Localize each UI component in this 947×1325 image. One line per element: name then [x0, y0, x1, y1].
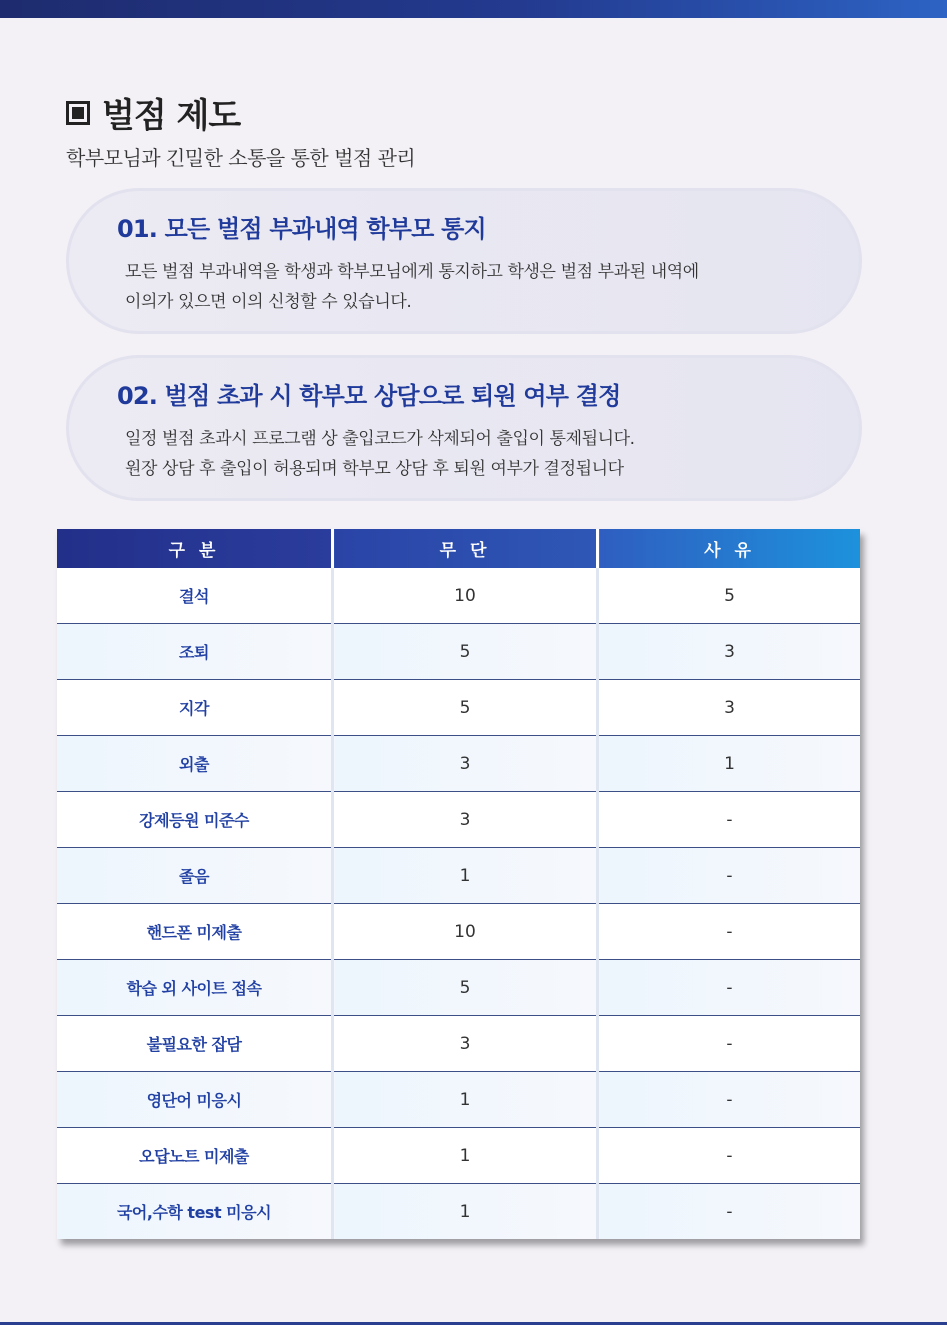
cell-excused: - [598, 904, 861, 960]
cell-unexcused: 1 [333, 1128, 598, 1184]
cell-unexcused: 10 [333, 904, 598, 960]
penalty-table-container [57, 529, 860, 1239]
cell-unexcused: 5 [333, 960, 598, 1016]
table-row [57, 904, 860, 960]
card-heading: 02. 벌점 초과 시 학부모 상담으로 퇴원 여부 결정 [117, 382, 621, 410]
info-card-notification [66, 188, 862, 334]
card-text-line: 이의가 있으면 이의 신청할 수 있습니다. [125, 292, 412, 312]
cell-unexcused: 1 [333, 848, 598, 904]
card-text-line: 모든 벌점 부과내역을 학생과 학부모님에게 통지하고 학생은 벌점 부과된 내역에 [125, 262, 699, 282]
cell-unexcused: 1 [333, 1072, 598, 1128]
page-subtitle: 학부모님과 긴밀한 소통을 통한 벌점 관리 [66, 146, 416, 170]
cell-category: 학습 외 사이트 접속 [57, 960, 333, 1016]
cell-unexcused: 3 [333, 792, 598, 848]
cell-category: 지각 [57, 680, 333, 736]
square-bullet-icon [66, 101, 90, 125]
table-row [57, 568, 860, 624]
cell-excused: - [598, 792, 861, 848]
table-row [57, 960, 860, 1016]
cell-excused: - [598, 960, 861, 1016]
column-header-category: 구 분 [57, 529, 333, 568]
cell-category: 오답노트 미제출 [57, 1128, 333, 1184]
cell-excused: - [598, 848, 861, 904]
cell-unexcused: 5 [333, 680, 598, 736]
cell-category: 조퇴 [57, 624, 333, 680]
table-row [57, 1128, 860, 1184]
table-row [57, 624, 860, 680]
cell-unexcused: 3 [333, 1016, 598, 1072]
cell-excused: - [598, 1016, 861, 1072]
cell-category: 불필요한 잡담 [57, 1016, 333, 1072]
table-row [57, 792, 860, 848]
cell-unexcused: 10 [333, 568, 598, 624]
card-text-line: 일정 벌점 초과시 프로그램 상 출입코드가 삭제되어 출입이 통제됩니다. [125, 429, 635, 449]
info-card-consultation [66, 355, 862, 501]
cell-excused: 3 [598, 624, 861, 680]
cell-excused: 3 [598, 680, 861, 736]
cell-category: 국어,수학 test 미응시 [57, 1184, 333, 1240]
top-accent-bar [0, 0, 947, 18]
penalty-table [57, 529, 860, 1239]
card-text-line: 원장 상담 후 출입이 허용되며 학부모 상담 후 퇴원 여부가 결정됩니다 [125, 459, 624, 479]
column-header-excused: 사 유 [598, 529, 861, 568]
cell-category: 영단어 미응시 [57, 1072, 333, 1128]
cell-category: 결석 [57, 568, 333, 624]
table-row [57, 848, 860, 904]
cell-category: 외출 [57, 736, 333, 792]
cell-unexcused: 5 [333, 624, 598, 680]
table-row [57, 736, 860, 792]
cell-category: 졸음 [57, 848, 333, 904]
cell-unexcused: 3 [333, 736, 598, 792]
column-header-unexcused: 무 단 [333, 529, 598, 568]
table-row [57, 1184, 860, 1240]
page-title-text: 벌점 제도 [102, 96, 241, 136]
table-header-row [57, 529, 860, 568]
table-row [57, 1072, 860, 1128]
cell-unexcused: 1 [333, 1184, 598, 1240]
table-row [57, 1016, 860, 1072]
cell-excused: 5 [598, 568, 861, 624]
cell-category: 핸드폰 미제출 [57, 904, 333, 960]
table-row [57, 680, 860, 736]
cell-excused: - [598, 1072, 861, 1128]
cell-category: 강제등원 미준수 [57, 792, 333, 848]
cell-excused: - [598, 1128, 861, 1184]
page-title [66, 88, 240, 137]
cell-excused: 1 [598, 736, 861, 792]
table-body [57, 568, 860, 1239]
card-heading: 01. 모든 벌점 부과내역 학부모 통지 [117, 215, 486, 243]
cell-excused: - [598, 1184, 861, 1240]
